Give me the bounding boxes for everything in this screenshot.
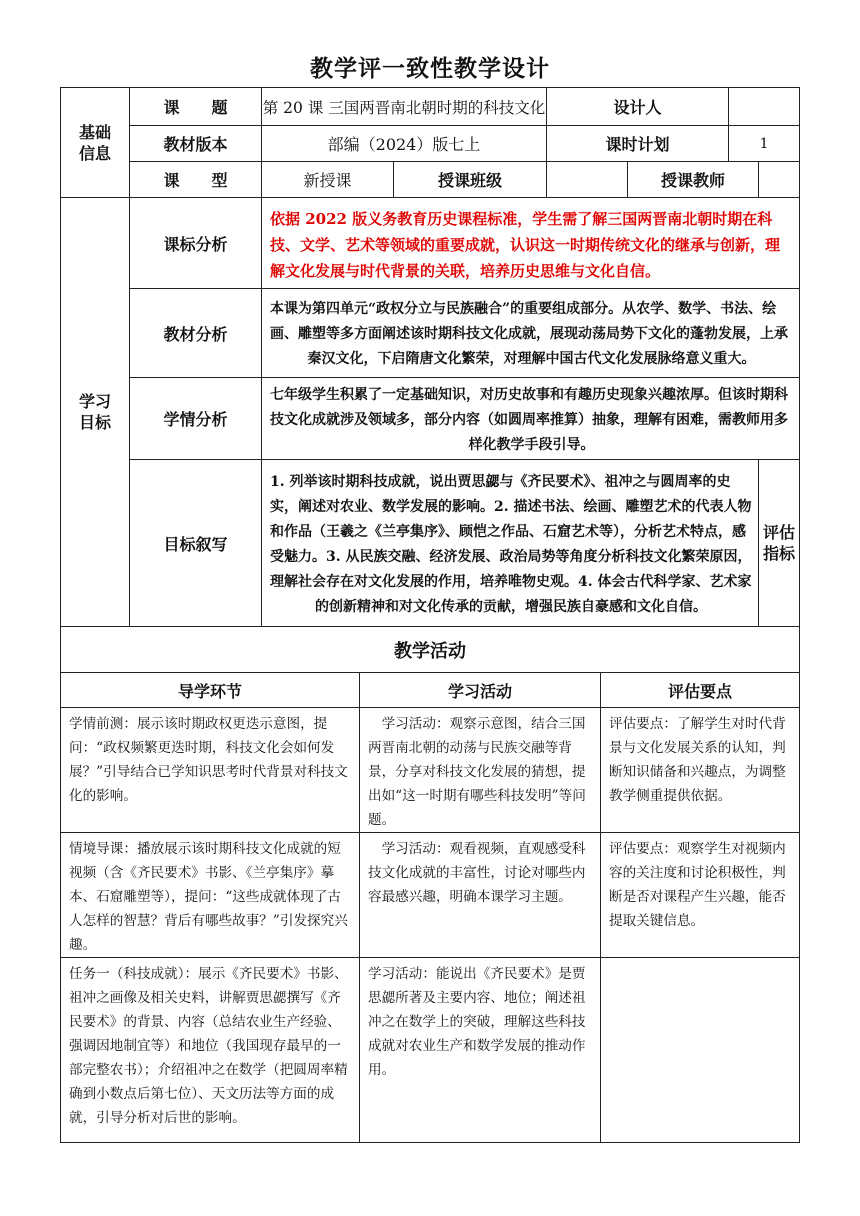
textbook-version-value: 部编（2024）版七上 — [262, 126, 547, 162]
activity-cell: 学习活动：能说出《齐民要术》是贾思勰所著及主要内容、地位；阐述祖冲之在数学上的突破，理解这些科技成就对农业生产和数学发展的推动作用。 — [360, 958, 601, 1143]
designer-value[interactable] — [729, 88, 800, 126]
student-analysis-label: 学情分析 — [130, 378, 262, 460]
column-header-activity: 学习活动 — [360, 673, 601, 708]
table-row — [61, 833, 800, 958]
evaluation-cell — [601, 958, 800, 1143]
info-table — [60, 87, 800, 627]
activity-cell: 学习活动：观察示意图，结合三国两晋南北朝的动荡与民族交融等背景，分享对科技文化发展的猜想，提出如“这一时期有哪些科技发明”等问题。 — [360, 708, 601, 833]
column-header-evaluation: 评估要点 — [601, 673, 800, 708]
goal-writing-text: 1. 列举该时期科技成就，说出贾思勰与《齐民要术》、祖冲之与圆周率的史实，阐述对农业、数学发展的影响。2. 描述书法、绘画、雕塑艺术的代表人物和作品（王羲之《兰亭集序》、顾恺之作品、石窟艺术等），分析艺术特点，感受魅力。3. 从民族交融、经济发展、政治局势等角度分析科技文化繁荣原因，理解社会存在对文化发展的作用，培养唯物史观。4. 体会古代科学家、艺术家的创新精神和对文化传承的贡献，增强民族自豪感和文化自信。 — [262, 460, 759, 627]
guide-cell: 任务一（科技成就）：展示《齐民要术》书影、祖冲之画像及相关史料，讲解贾思勰撰写《齐民要术》的背景、内容（总结农业生产经验、强调因地制宜等）和地位（我国现存最早的一部完整农书）；介绍祖冲之在数学（把圆周率精确到小数点后第七位）、天文历法等方面的成就，引导分析对后世的影响。 — [61, 958, 360, 1143]
table-row — [61, 958, 800, 1143]
standard-analysis-text: 依据 2022 版义务教育历史课程标准，学生需了解三国两晋南北朝时期在科技、文学、艺术等领域的重要成就，认识这一时期传统文化的继承与创新，理解文化发展与时代背景的关联，培养历史思维与文化自信。 — [262, 198, 800, 289]
textbook-analysis-label: 教材分析 — [130, 289, 262, 378]
column-header-guide: 导学环节 — [61, 673, 360, 708]
lesson-plan-label: 课时计划 — [547, 126, 729, 162]
goal-writing-label: 目标叙写 — [130, 460, 262, 627]
course-title-label: 课 题 — [130, 88, 262, 126]
evaluation-cell: 评估要点：了解学生对时代背景与文化发展关系的认知，判断知识储备和兴趣点，为调整教学侧重提供依据。 — [601, 708, 800, 833]
evaluation-indicator-label: 评估指标 — [759, 460, 800, 627]
evaluation-cell: 评估要点：观察学生对视频内容的关注度和讨论积极性，判断是否对课程产生兴趣，能否提取关键信息。 — [601, 833, 800, 958]
basic-info-label: 基础信息 — [61, 88, 130, 198]
teacher-label: 授课教师 — [628, 162, 759, 198]
learning-objectives-label: 学习目标 — [61, 198, 130, 627]
textbook-version-label: 教材版本 — [130, 126, 262, 162]
activities-heading: 教学活动 — [61, 627, 800, 673]
lesson-type-label: 课 型 — [130, 162, 262, 198]
class-label: 授课班级 — [394, 162, 547, 198]
lesson-type-value: 新授课 — [262, 162, 394, 198]
class-value[interactable] — [547, 162, 628, 198]
table-row — [61, 708, 800, 833]
lesson-plan-value: 1 — [729, 126, 800, 162]
course-title-value: 第 20 课 三国两晋南北朝时期的科技文化 — [262, 88, 547, 126]
guide-cell: 情境导课：播放展示该时期科技文化成就的短视频（含《齐民要术》书影、《兰亭集序》摹本、石窟雕塑等），提问：“这些成就体现了古人怎样的智慧？背后有哪些故事？”引发探究兴趣。 — [61, 833, 360, 958]
activities-table — [60, 626, 800, 1143]
activity-cell: 学习活动：观看视频，直观感受科技文化成就的丰富性，讨论对哪些内容最感兴趣，明确本课学习主题。 — [360, 833, 601, 958]
guide-cell: 学情前测：展示该时期政权更迭示意图，提问：“政权频繁更迭时期，科技文化会如何发展？”引导结合已学知识思考时代背景对科技文化的影响。 — [61, 708, 360, 833]
textbook-analysis-text: 本课为第四单元“政权分立与民族融合”的重要组成部分。从农学、数学、书法、绘画、雕塑等多方面阐述该时期科技文化成就，展现动荡局势下文化的蓬勃发展，上承秦汉文化，下启隋唐文化繁荣，对理解中国古代文化发展脉络意义重大。 — [262, 289, 800, 378]
designer-label: 设计人 — [547, 88, 729, 126]
document-title: 教学评一致性教学设计 — [310, 55, 550, 82]
teacher-value[interactable] — [759, 162, 800, 198]
student-analysis-text: 七年级学生积累了一定基础知识，对历史故事和有趣历史现象兴趣浓厚。但该时期科技文化成就涉及领域多，部分内容（如圆周率推算）抽象，理解有困难，需教师用多样化教学手段引导。 — [262, 378, 800, 460]
standard-analysis-label: 课标分析 — [130, 198, 262, 289]
